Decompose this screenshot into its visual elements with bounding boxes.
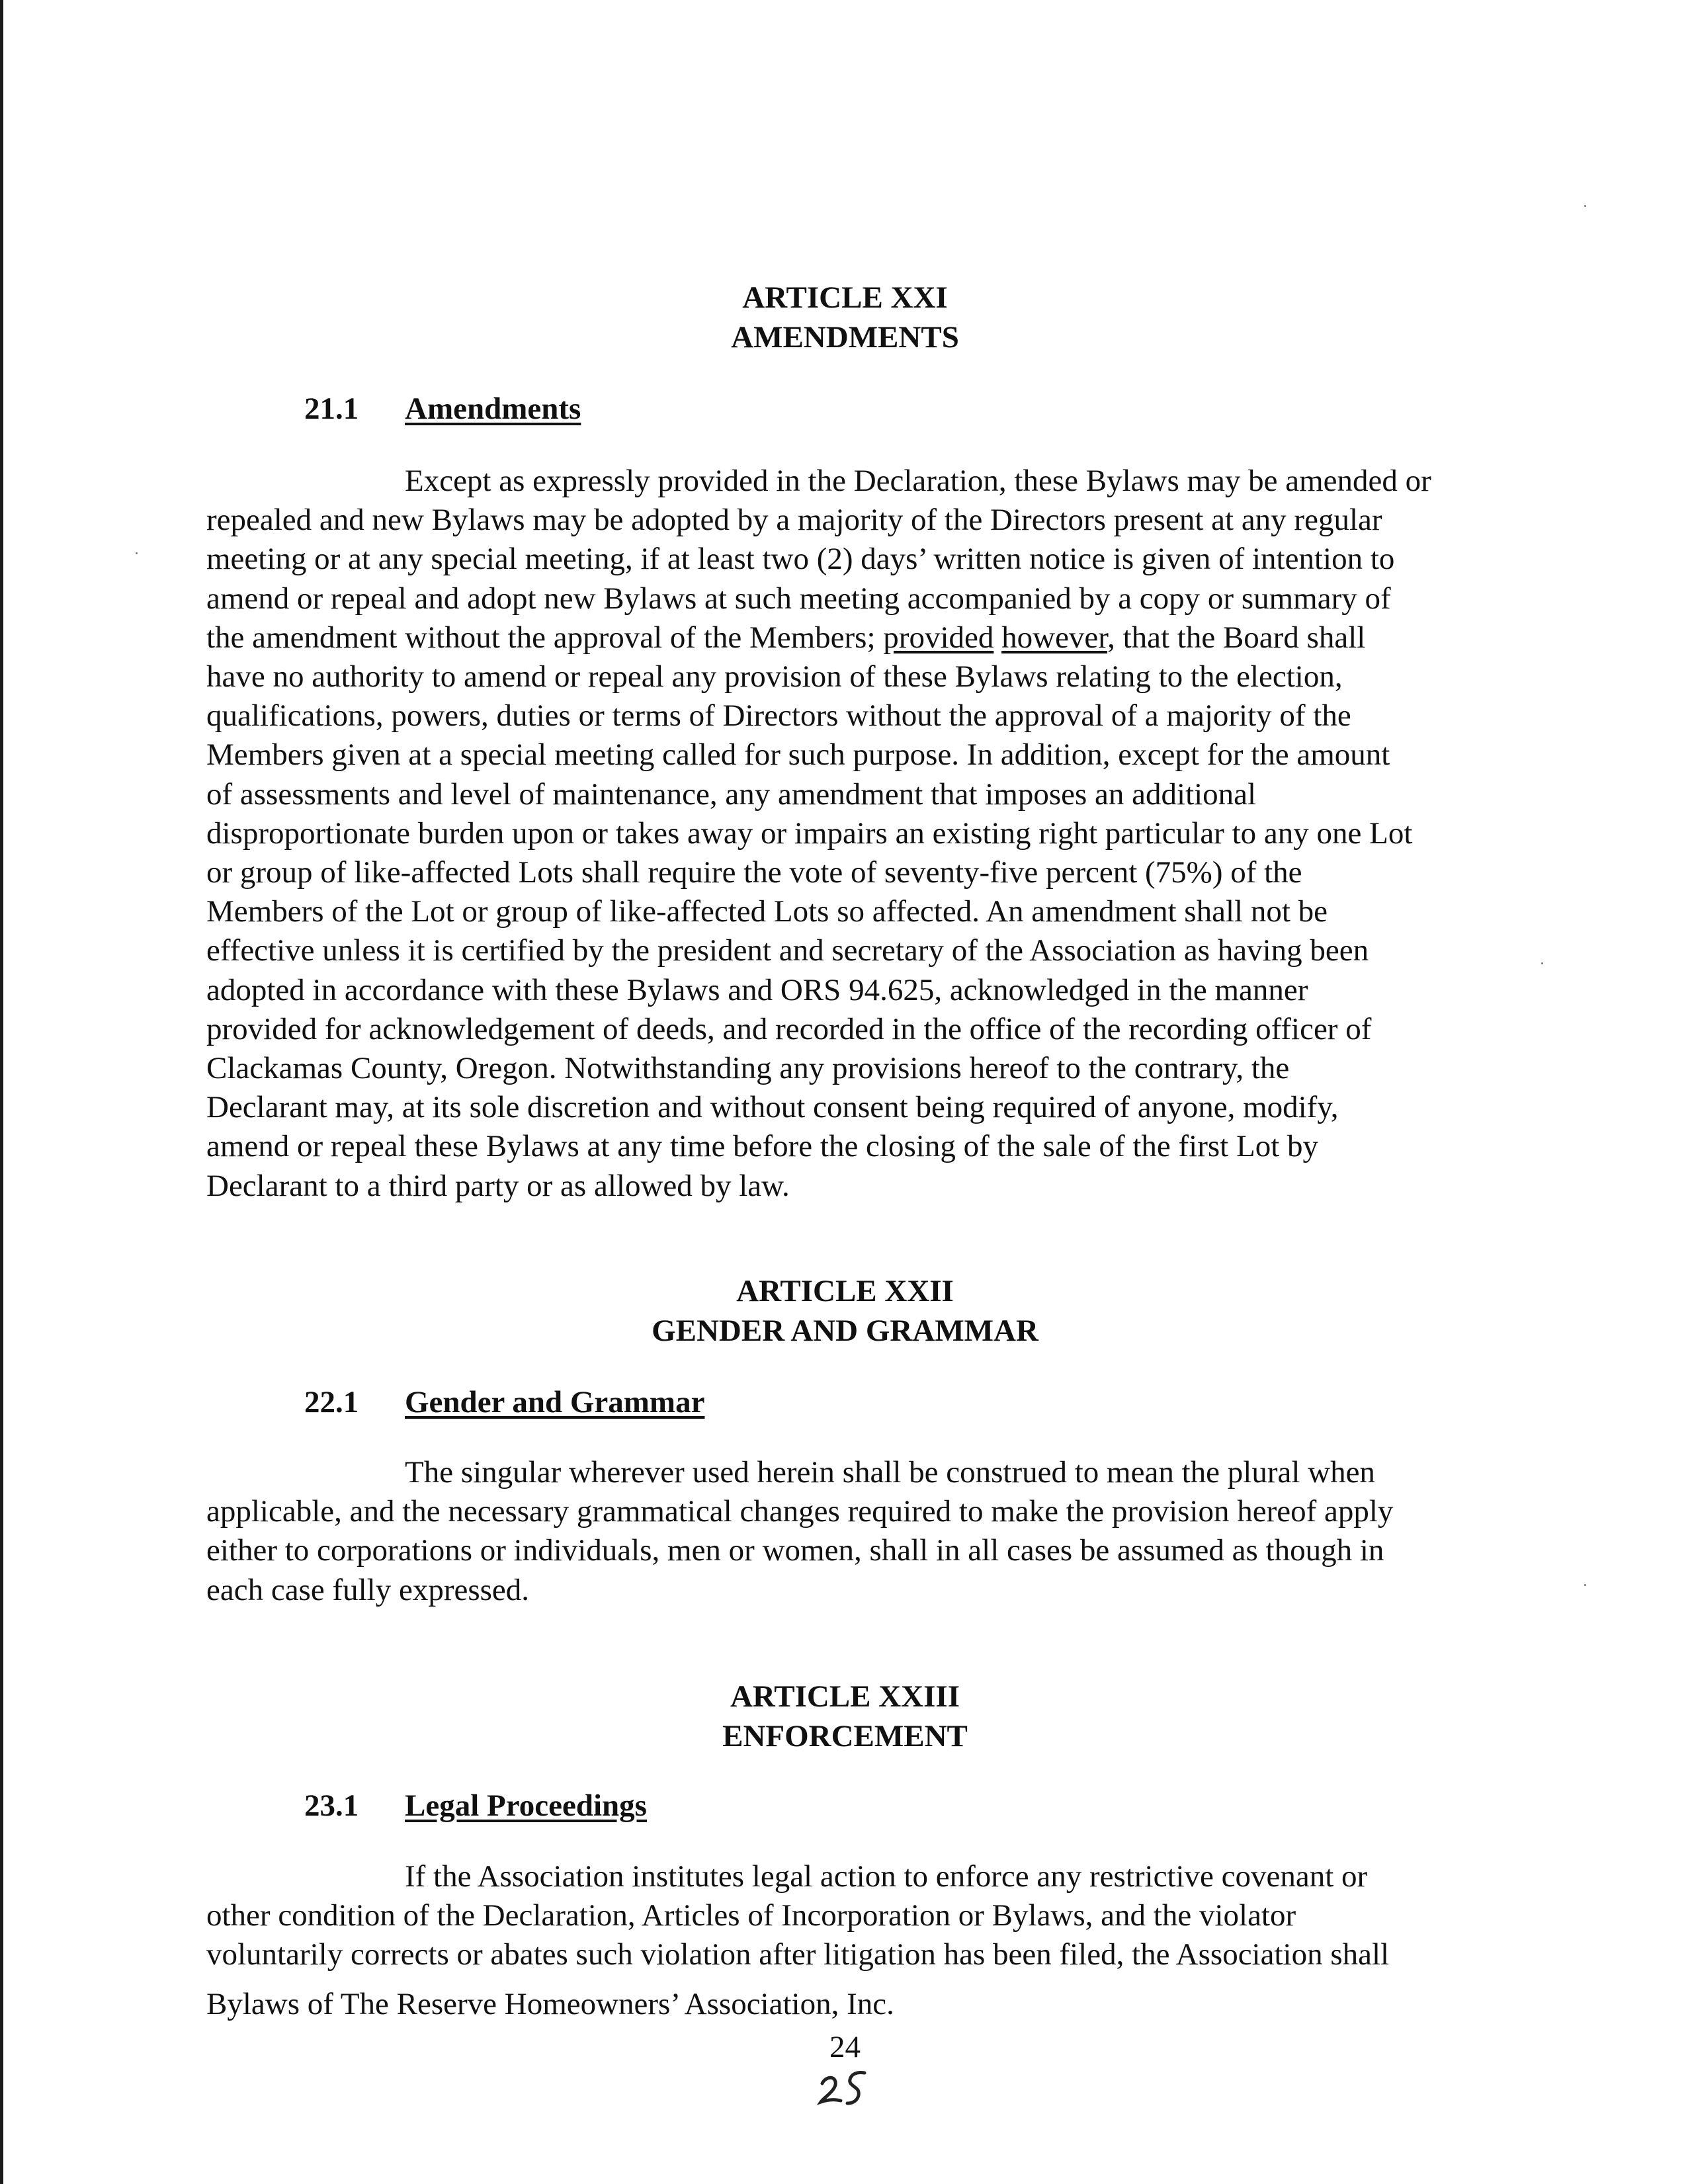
section-title: Legal Proceedings xyxy=(405,1788,647,1823)
scan-speck xyxy=(1584,205,1586,207)
paragraph-line: either to corporations or individuals, men or women, shall in all cases be assumed as though in xyxy=(206,1533,1384,1568)
paragraph-line: applicable, and the necessary grammatical changes required to make the provision hereof apply xyxy=(206,1494,1394,1529)
section-number: 23.1 xyxy=(304,1788,359,1823)
paragraph-line: have no authority to amend or repeal any provision of these Bylaws relating to the election, xyxy=(206,659,1343,694)
scan-speck xyxy=(1584,1584,1586,1586)
paragraph-line: amend or repeal and adopt new Bylaws at such meeting accompanied by a copy or summary of xyxy=(206,581,1391,616)
scan-speck xyxy=(1541,962,1543,964)
paragraph-line: repealed and new Bylaws may be adopted by a majority of the Directors present at any regular xyxy=(206,503,1382,538)
paragraph-line: Members of the Lot or group of like-affected Lots so affected. An amendment shall not be xyxy=(206,894,1328,929)
paragraph-line: amend or repeal these Bylaws at any time before the closing of the sale of the first Lot by xyxy=(206,1129,1319,1164)
underlined-term: provided xyxy=(883,620,994,655)
article-22-subheading: GENDER AND GRAMMAR xyxy=(652,1314,1038,1348)
paragraph-line: Clackamas County, Oregon. Notwithstanding any provisions hereof to the contrary, the xyxy=(206,1051,1290,1086)
section-title: Gender and Grammar xyxy=(405,1385,705,1419)
document-footer: Bylaws of The Reserve Homeowners’ Association, Inc. xyxy=(206,1987,894,2021)
paragraph-line: The singular wherever used herein shall be construed to mean the plural when xyxy=(405,1455,1375,1490)
section-21-1-body xyxy=(206,462,1516,1206)
section-number: 21.1 xyxy=(304,392,359,426)
paragraph-line: or group of like-affected Lots shall require the vote of seventy-five percent (75%) of the xyxy=(206,855,1302,890)
scan-speck xyxy=(136,552,138,554)
line-text: the amendment without the approval of the Members; xyxy=(206,620,884,655)
paragraph-line: meeting or at any special meeting, if at least two (2) days’ written notice is given of intention to xyxy=(206,542,1395,577)
section-title: Amendments xyxy=(405,392,581,426)
paragraph-line: adopted in accordance with these Bylaws and ORS 94.625, acknowledged in the manner xyxy=(206,972,1308,1007)
paragraph-line: effective unless it is certified by the president and secretary of the Association as having been xyxy=(206,933,1369,968)
handwritten-page-number xyxy=(817,2064,876,2110)
section-number: 22.1 xyxy=(304,1385,359,1419)
line-text: , that the Board shall xyxy=(1107,620,1366,655)
paragraph-line: each case fully expressed. xyxy=(206,1572,530,1607)
paragraph-line: other condition of the Declaration, Articles of Incorporation or Bylaws, and the violator xyxy=(206,1898,1296,1933)
paragraph-line: Except as expressly provided in the Declaration, these Bylaws may be amended or xyxy=(405,464,1431,498)
paragraph-line: qualifications, powers, duties or terms of Directors without the approval of a majority of the xyxy=(206,698,1351,734)
paragraph-line: voluntarily corrects or abates such violation after litigation has been filed, the Association shall xyxy=(206,1937,1390,1972)
paragraph-line: of assessments and level of maintenance, any amendment that imposes an additional xyxy=(206,777,1257,812)
section-23-1-body xyxy=(206,1857,1516,1975)
article-23-heading: ARTICLE XXIII xyxy=(730,1679,960,1714)
paragraph-line-with-underline xyxy=(206,618,1516,657)
paragraph-line: provided for acknowledgement of deeds, and recorded in the office of the recording officer of xyxy=(206,1011,1372,1046)
section-22-1-body xyxy=(206,1453,1516,1610)
page-number: 24 xyxy=(829,2030,861,2064)
paragraph-line: If the Association institutes legal action to enforce any restrictive covenant or xyxy=(405,1859,1368,1894)
article-22-heading: ARTICLE XXII xyxy=(736,1274,954,1308)
paragraph-line: disproportionate burden upon or takes away or impairs an existing right particular to any one Lot xyxy=(206,816,1413,851)
article-21-heading: ARTICLE XXI xyxy=(742,280,948,315)
paragraph-line: Declarant may, at its sole discretion and without consent being required of anyone, modify, xyxy=(206,1090,1339,1125)
article-23-subheading: ENFORCEMENT xyxy=(722,1719,968,1753)
paragraph-line: Members given at a special meeting called for such purpose. In addition, except for the amount xyxy=(206,737,1390,773)
underlined-term: however xyxy=(1001,620,1108,655)
paragraph-line: Declarant to a third party or as allowed by law. xyxy=(206,1168,790,1203)
article-21-subheading: AMENDMENTS xyxy=(731,320,959,355)
